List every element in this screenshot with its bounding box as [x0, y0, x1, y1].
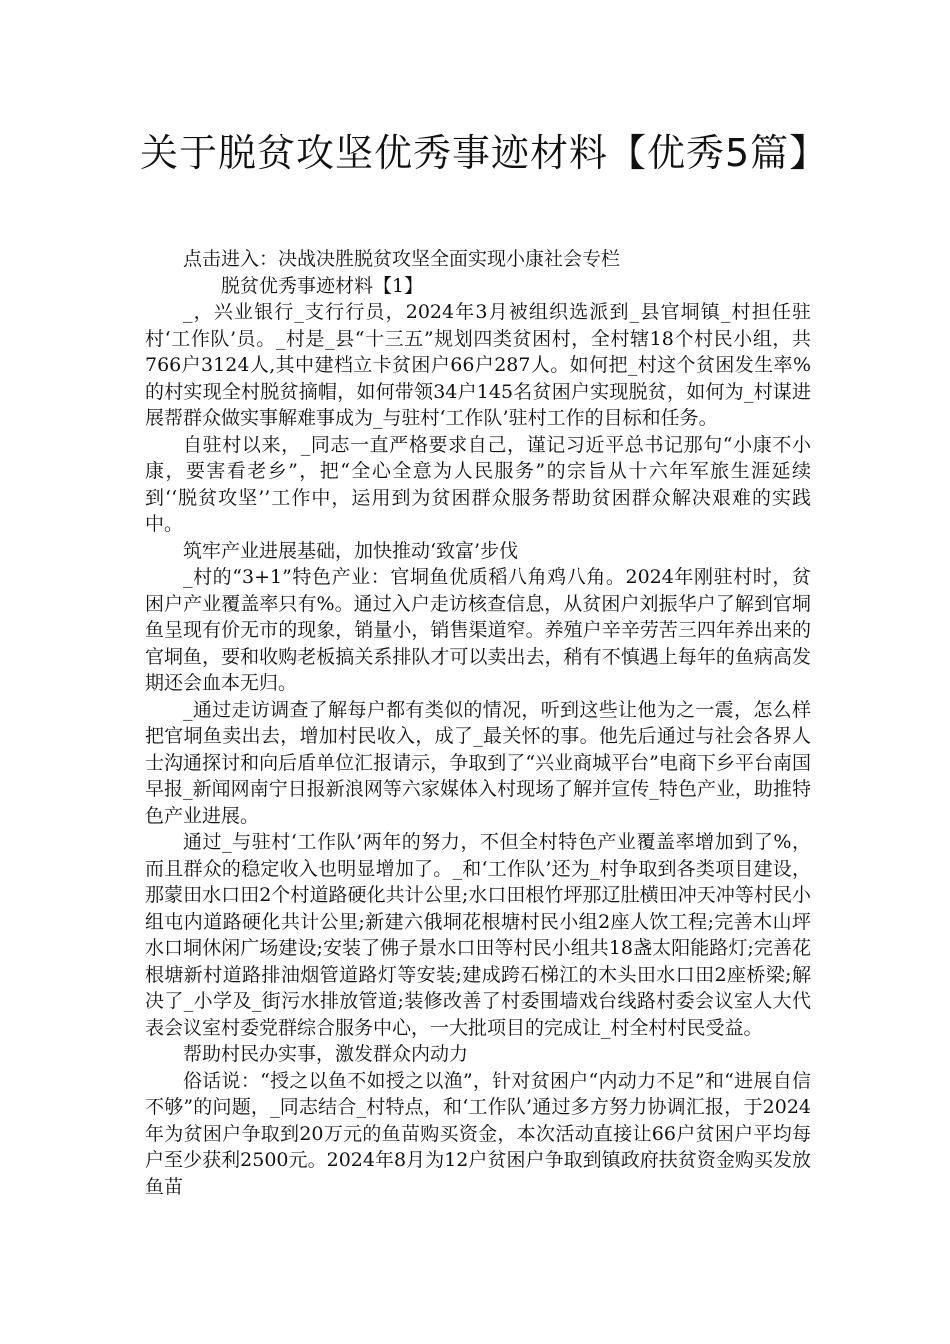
paragraph: 点击进入：决战决胜脱贫攻坚全面实现小康社会专栏	[183, 248, 621, 270]
paragraph: _通过走访调查了解每户都有类似的情况，听到这些让他为之一震，怎么样把官垌鱼卖出去，增加村民收入，成了_最关怀的事。他先后通过与社会各界人士沟通探讨和向后盾单位汇报请示，争取到了“兴业商城平台”电商下乡平台南国早报_新闻网南宁日报新浪网等六家媒体入村现场了解并宣传_特色产业，助推特色产业进展。	[145, 698, 811, 827]
paragraph: _村的“3+1”特色产业：官垌鱼优质稻八角鸡八角。2024年刚驻村时，贫困户产业覆盖率只有%。通过入户走访核查信息，从贫困户刘振华户了解到官垌鱼呈现有价无市的现象，销量小，销售渠道窄。养殖户辛辛劳苦三四年养出来的官垌鱼，要和收购老板搞关系排队才可以卖出去，稍有不慎遇上每年的鱼病高发期还会血本无归。	[145, 566, 811, 694]
paragraph: _，兴业银行_支行行员，2024年3月被组织选派到_县官垌镇_村担任驻村‘工作队’员。_村是_县“十三五”规划四类贫困村，全村辖18个村民小组，共766户3124人,其中建档立卡贫困户66户287人。如何把_村这个贫困发生率%的村实现全村脱贫摘帽，如何带领34户145名贫困户实现脱贫，如何为_村谋进展帮群众做实事解难事成为_与驻村‘工作队’驻村工作的目标和任务。	[145, 301, 811, 429]
paragraph: 俗话说：“授之以鱼不如授之以渔”，针对贫困户“内动力不足”和“进展自信不够”的问题，_同志结合_村特点，和‘工作队’通过多方努力协调汇报，于2024年为贫困户争取到20万元的鱼苗购买资金，本次活动直接让66户贫困户平均每户至少获利2500元。2024年8月为12户贫困户争取到镇政府扶贫资金购买发放鱼苗	[145, 1069, 811, 1198]
section-heading: 帮助村民办实事，激发群众内动力	[183, 1043, 469, 1065]
section-heading: 筑牢产业进展基础，加快推动‘致富’步伐	[183, 539, 519, 562]
document-body	[145, 246, 811, 1200]
paragraph: 脱贫优秀事迹材料【1】	[221, 274, 424, 297]
paragraph: 通过_与驻村‘工作队’两年的努力，不但全村特色产业覆盖率增加到了%，而且群众的稳定收入也明显增加了。_和‘工作队’还为_村争取到各类项目建设，那蒙田水口田2个村道路硬化共计公里;水口田根竹坪那辽肚横田冲天冲等村民小组屯内道路硬化共计公里;新建六俄垌花根塘村民小组2座人饮工程;完善木山坪水口垌休闲广场建设;安装了佛子景水口田等村民小组共18盏太阳能路灯;完善花根塘新村道路排油烟管道路灯等安装;建成跨石梯江的木头田水口田2座桥梁;解决了_小学及_街污水排放管道;装修改善了村委围墙戏台线路村委会议室人大代表会议室村委党群综合服务中心，一大批项目的完成让_村全村村民受益。	[145, 831, 811, 1039]
document-title: 关于脱贫攻坚优秀事迹材料【优秀5篇】	[140, 131, 829, 175]
paragraph: 自驻村以来，_同志一直严格要求自己，谨记习近平总书记那句“小康不小康，要害看老乡”，把“全心全意为人民服务”的宗旨从十六年军旅生涯延续到‘‘脱贫攻坚’’工作中，运用到为贫困群众服务帮助贫困群众解决艰难的实践中。	[145, 433, 811, 535]
